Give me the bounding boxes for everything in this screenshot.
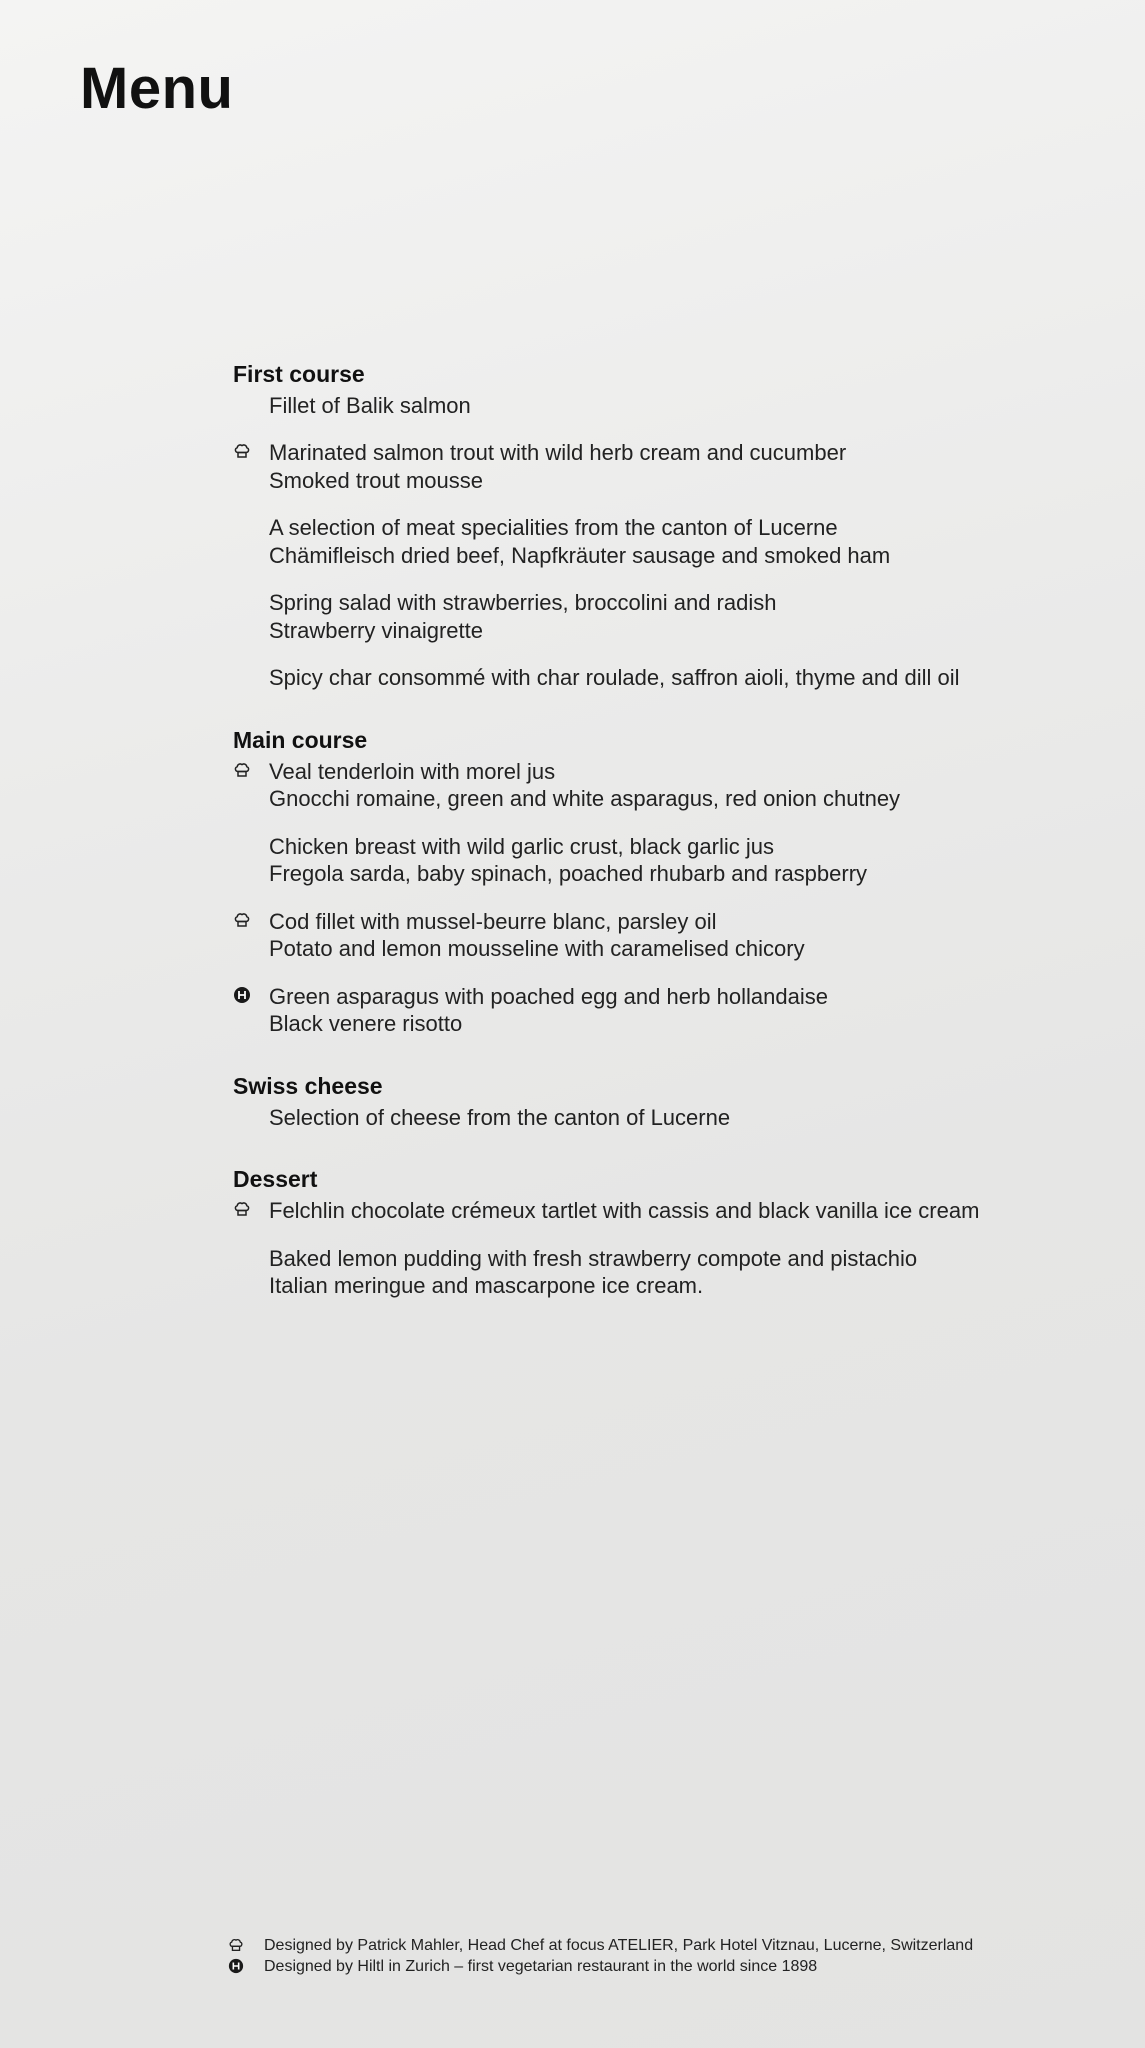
legend-text: Designed by Hiltl in Zurich – first vegetarian restaurant in the world since 1898 [264, 1957, 818, 1975]
menu-item [233, 1245, 1053, 1300]
dish-name: A selection of meat specialities from the canton of Lucerne [269, 515, 838, 541]
dish-detail: Potato and lemon mousseline with caramelised chicory [269, 936, 805, 962]
section-heading: Swiss cheese [233, 1072, 383, 1099]
dish-name: Felchlin chocolate crémeux tartlet with cassis and black vanilla ice cream [269, 1198, 980, 1224]
menu-content [233, 360, 1053, 1334]
chef-hat-icon [233, 1200, 251, 1218]
dish-detail: Chämifleisch dried beef, Napfkräuter sausage and smoked ham [269, 542, 891, 568]
section-heading: Dessert [233, 1166, 318, 1193]
dish-name: Chicken breast with wild garlic crust, black garlic jus [269, 833, 774, 859]
dish-name: Marinated salmon trout with wild herb cream and cucumber [269, 440, 847, 466]
menu-item [233, 1104, 1053, 1132]
section-main-course [233, 726, 1053, 1038]
dish-name: Baked lemon pudding with fresh strawberry compote and pistachio [269, 1245, 918, 1271]
hiltl-icon [233, 986, 251, 1004]
dish-name: Green asparagus with poached egg and herb hollandaise [269, 983, 828, 1009]
legend-text: Designed by Patrick Mahler, Head Chef at focus ATELIER, Park Hotel Vitznau, Lucerne, Switzerland [264, 1937, 974, 1954]
dish-name: Cod fillet with mussel-beurre blanc, parsley oil [269, 908, 717, 934]
section-heading: Main course [233, 726, 368, 753]
menu-item [233, 392, 1053, 420]
legend-row [228, 1957, 973, 1978]
chef-hat-icon [233, 911, 251, 929]
menu-item [233, 439, 1053, 494]
dish-detail: Italian meringue and mascarpone ice cream. [269, 1273, 704, 1299]
dish-name: Veal tenderloin with morel jus [269, 758, 556, 784]
section-dessert [233, 1165, 1053, 1299]
dish-detail: Strawberry vinaigrette [269, 617, 483, 643]
dish-detail: Gnocchi romaine, green and white asparagus, red onion chutney [269, 786, 901, 812]
menu-item [233, 908, 1053, 963]
chef-hat-icon [233, 761, 251, 779]
legend-row [228, 1936, 973, 1957]
section-first-course [233, 360, 1053, 692]
dish-detail: Black venere risotto [269, 1011, 463, 1037]
dish-detail: Smoked trout mousse [269, 467, 483, 493]
chef-hat-icon [228, 1937, 244, 1953]
hiltl-icon [228, 1958, 244, 1974]
footer-legend [228, 1936, 973, 1978]
menu-item [233, 758, 1053, 813]
menu-item [233, 833, 1053, 888]
dish-detail: Fregola sarda, baby spinach, poached rhubarb and raspberry [269, 861, 868, 887]
menu-item [233, 589, 1053, 644]
menu-item [233, 1197, 1053, 1225]
dish-name: Fillet of Balik salmon [269, 392, 471, 418]
dish-name: Selection of cheese from the canton of Lucerne [269, 1104, 731, 1130]
dish-name: Spicy char consommé with char roulade, saffron aioli, thyme and dill oil [269, 665, 960, 691]
page-title: Menu [80, 56, 234, 121]
chef-hat-icon [233, 442, 251, 460]
dish-name: Spring salad with strawberries, broccolini and radish [269, 590, 777, 616]
menu-item [233, 983, 1053, 1038]
section-swiss-cheese [233, 1072, 1053, 1131]
menu-item [233, 664, 1053, 692]
menu-item [233, 514, 1053, 569]
section-heading: First course [233, 361, 365, 387]
